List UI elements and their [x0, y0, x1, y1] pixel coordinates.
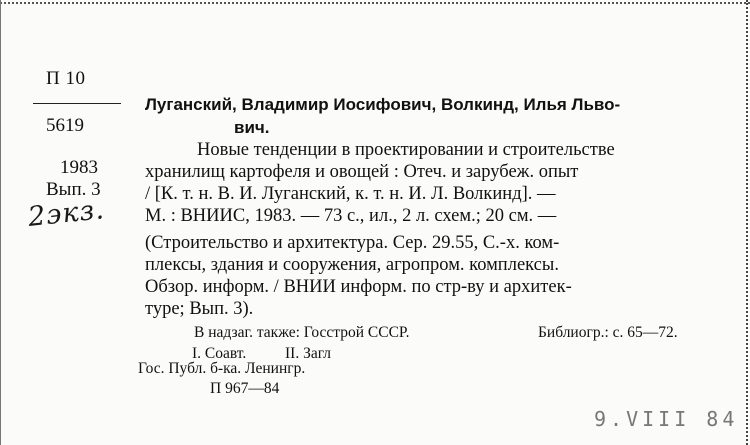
date-stamp: 9.VIII 84	[594, 407, 739, 431]
call-number-issue: Вып. 3	[46, 179, 101, 200]
handwritten-copies-note: 2экз.	[26, 194, 107, 233]
call-number: 5619	[46, 115, 84, 136]
author-line-1: Луганский, Владимир Иосифович, Волкинд, Илья Льво-	[145, 95, 621, 114]
description-line-6: плексы, здания и сооружения, агропром. комплексы.	[145, 255, 559, 275]
description-line-4: М. : ВНИИС, 1983. — 73 с., ил., 2 л. схем.; 20 см. —	[145, 206, 557, 226]
author-line-2: вич.	[234, 118, 270, 137]
description-line-1: Новые тенденции в проектировании и строительстве	[197, 140, 615, 160]
description-line-2: хранилищ картофеля и овощей : Отеч. и зарубеж. опыт	[145, 162, 579, 182]
call-number-divider	[33, 103, 121, 104]
description-line-5: (Строительство и архитектура. Сер. 29.55, С.-х. ком-	[145, 233, 560, 253]
call-number-class: П 10	[46, 68, 86, 89]
card-left-edge	[0, 0, 1, 445]
note-title: В надзаг. также: Госстрой СССР.	[194, 324, 410, 341]
description-line-8: туре; Вып. 3).	[145, 299, 254, 319]
description-line-7: Обзор. информ. / ВНИИ информ. по стр-ву и архитек-	[145, 277, 572, 297]
card-number: П 967—84	[210, 380, 280, 397]
tracing-coauthor: I. Соавт.	[192, 345, 247, 362]
card-right-edge	[746, 0, 748, 445]
tracing-title: II. Загл	[285, 345, 332, 362]
note-bibliography: Библиогр.: с. 65—72.	[538, 324, 678, 341]
call-number-year: 1983	[60, 157, 98, 178]
description-line-3: / [К. т. н. В. И. Луганский, к. т. н. И. Л. Волкинд]. —	[145, 184, 556, 204]
library-name: Гос. Публ. б-ка. Ленингр.	[138, 360, 306, 377]
card-top-edge	[0, 2, 750, 4]
